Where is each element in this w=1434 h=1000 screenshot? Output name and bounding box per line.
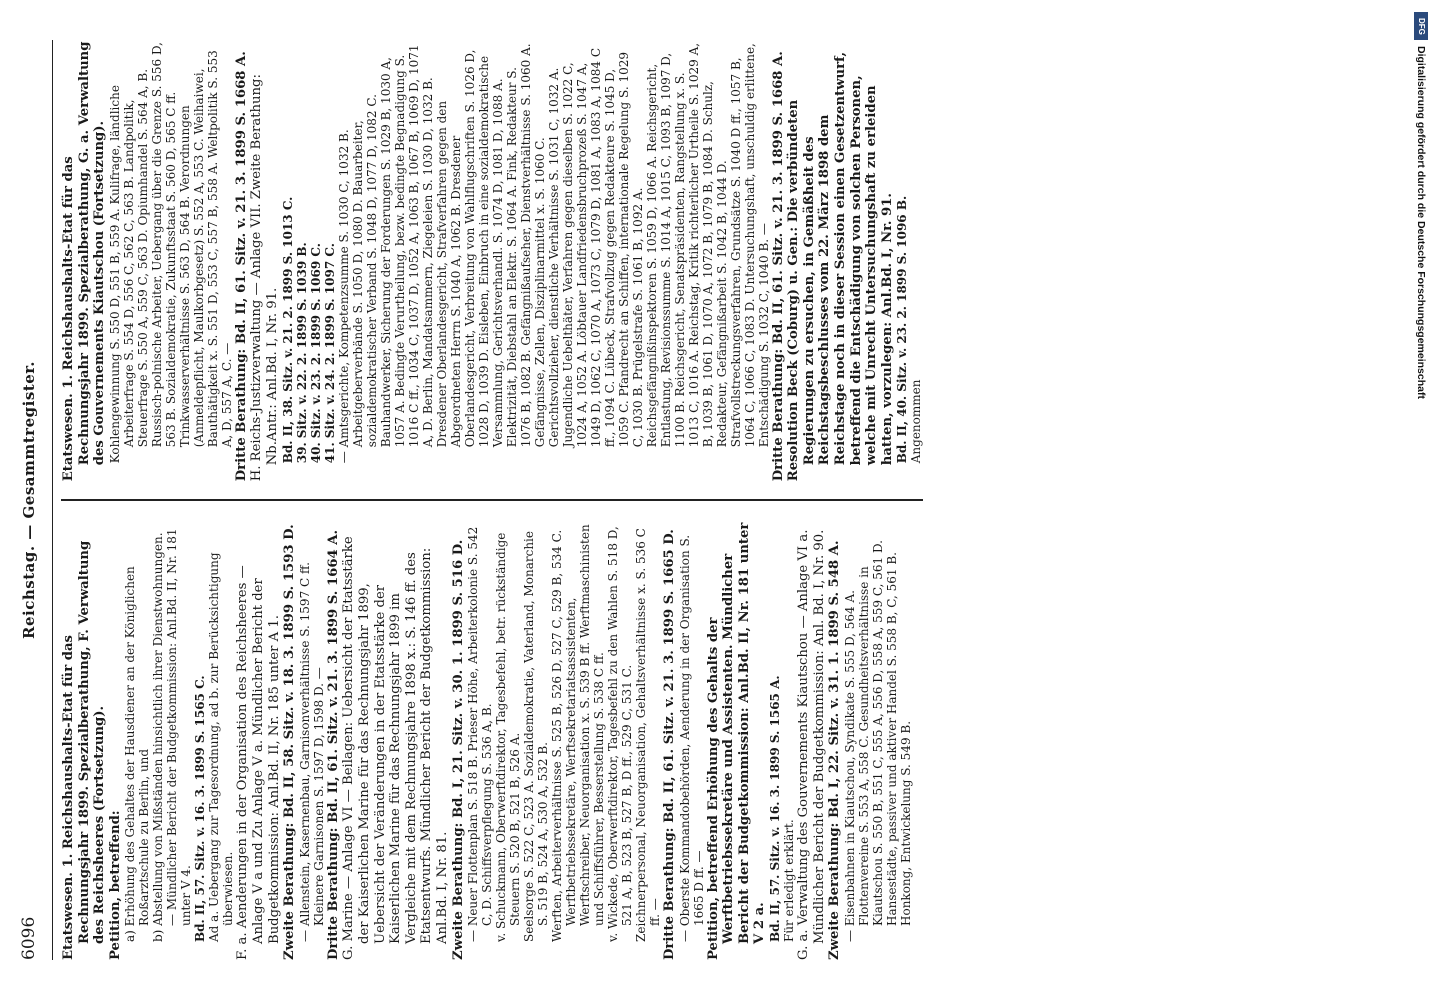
dfg-credit-text: Digitalisierung gefördert durch die Deutsche Forschungsgemeinschaft xyxy=(1415,46,1427,399)
register-entry: Zweite Berathung: Bd. I, 21. Sitz. v. 30. 1. 1899 S. 516 D. xyxy=(450,539,466,960)
register-entry: Resolution Beck (Coburg) u. Gen.: Die verbündeten Regierungen zu ersuchen, in Gemäßheit des Reichstagsbeschlusses vom 22. März 1898 dem Reichstage noch in dieser Session einen Gesetzentwurf, betreffend die Entschädigung von solchen Personen, welche mit Unrecht Untersuchungshaft zu erleiden hatten, vorzulegen: Anl.Bd. I, Nr. 91. xyxy=(786,51,895,482)
register-entry: 39. Sitz. v. 22. 2. 1899 S. 1039 B. xyxy=(294,242,309,464)
register-entry: H. Reichs-Justizverwaltung — Anlage VII. Zweite Berathung: Nb.Antr.: Anl.Bd. I, Nr. 91. xyxy=(249,74,280,482)
register-entry: Angenommen xyxy=(909,379,924,464)
register-entry: Zweite Berathung: Bd. I, 22. Sitz. v. 31. 1. 1899 S. 548 A. xyxy=(827,540,843,960)
register-entry: b) Abstellung von Mißständen hinsichtlich ihrer Dienstwohnungen. — Mündlicher Bericht der Budgetkommission: Anl.Bd. II, Nr. 181 unter V 4. xyxy=(151,528,194,942)
register-entry: Etatswesen. 1. Reichshaushalts-Etat für das Rechnungsjahr 1899. Spezialberathung, G. a. Verwaltung des Gouvernements Kiautschou (Fortsetzung). xyxy=(61,41,108,482)
register-entry: — Allenstein, Kasernenbau, Garnisonverhältnisse S. 1597 C ff. Kleinere Garnisonen S. 1597 D, 1598 D. — xyxy=(297,562,326,942)
register-entry: Dritte Berathung: Bd. II, 61. Sitz. v. 21. 3. 1899 S. 1665 D. xyxy=(662,529,678,960)
header-rule xyxy=(52,40,53,960)
register-entry: F. a. Aenderungen in der Organisation des Reichsheeres — Anlage V a und Zu Anlage V a. Mündlicher Bericht der Budgetkommission: Anl.Bd. II, Nr. 185 unter A 1. xyxy=(235,565,282,960)
register-entry: Bd. II, 57. Sitz. v. 16. 3. 1899 S. 1565 A. xyxy=(768,675,783,942)
register-entry: — Neuer Flottenplan S. 518 B. Prieser Höhe, Arbeiterkolonie S. 542 C, D. Schiffsverpflegung S. 536 A, B. xyxy=(466,526,495,942)
register-entry: Kohlengewinnung S. 550 D, 551 B, 559 A. Kulifrage, ländliche Arbeiterfrage S. 554 D, 556 C, 562 C, 563 B. Landpolitik, Steuerfrage S. 550 A, 559 C, 563 D. Opiumhandel S. 564 A, B. Russisch-polnische Arbeiter, Uebergang über die Grenze S. 556 D, 563 B. Sozialdemokratie, Zukunftsstaat S. 560 D, 565 C ff. Trinkwasserverhältnisse S. 563 D, 564 B. Verordnungen (Anmeldepflicht, Maulkorbgesetz) S. 552 A, 553 C. Weihaiwei, Bauthätigkeit x. S. 551 D, 553 C, 557 B, 558 A. Weltpolitik S. 553 A, D, 557 A, C. — xyxy=(107,42,234,464)
register-entry: a) Erhöhung des Gehaltes der Hausdiener an der Königlichen Roßarztschule zu Berlin, und xyxy=(123,566,152,942)
register-entry: Dritte Berathung: Bd. II, 61. Sitz. v. 21. 3. 1899 S. 1664 A. xyxy=(325,529,341,960)
register-entry: — Oberste Kommandobehörden, Aenderung in der Organisation S. 1665 D ff. — xyxy=(677,534,706,942)
register-entry: Zweite Berathung: Bd. II, 58. Sitz. v. 18. 3. 1899 S. 1593 D. xyxy=(282,524,298,960)
dfg-logo: DFG xyxy=(1414,12,1428,40)
dfg-watermark xyxy=(1414,12,1428,988)
page-number: 6096 xyxy=(19,916,39,960)
register-entry: G. a. Verwaltung des Gouvernements Kiautschou — Anlage VI a. Mündlicher Bericht der Budgetkommission: Anl. Bd. I, Nr. 90. xyxy=(796,529,827,960)
register-entry: Bd. II, 40. Sitz. v. 23. 2. 1899 S. 1096 B. xyxy=(895,195,910,464)
page-header xyxy=(19,40,46,960)
register-entry: Bd. II, 38. Sitz. v. 21. 2. 1899 S. 1013 C. xyxy=(280,196,295,464)
register-entry: — Amtsgerichte, Kompetenzsumme S. 1030 C, 1032 B. Arbeitgeberverbände S. 1050 D, 1080 D. Bauarbeiter, sozialdemokratischer Verband S. 1048 D, 1077 D, 1082 C. Bauhandwerker, Sicherung der Forderungen S. 1029 B, 1030 A, 1057 A. Bedingte Verurtheilung, bezw. bedingte Begnadigung S. 1016 C ff., 1034 C, 1037 D, 1052 A, 1063 B, 1067 B, 1069 D, 1071 A, D. Berlin, Mandatsammern, Ziegeleien S. 1030 D, 1032 B. Dresdener Oberlandesgericht, Strafverfahren gegen den Abgeordneten Herrn S. 1040 A, 1062 B. Dresdener Oberlandesgericht, Verbreitung von Wahlflugschriften S. 1026 D, 1028 D, 1039 D. Eisleben, Einbruch in eine sozialdemokratische Versammlung, Gerichtsverhandl. S. 1074 D, 1081 D, 1088 A. Elektrizität, Diebstahl an Elektr. S. 1064 A. Fink, Redakteur S. 1076 B, 1082 B. Gefängnißaufseher, Dienstverhältnisse S. 1060 A. Gefängnisse, Zellen, Disziplinarmittel x. S. 1060 C. Gerichtsvollzieher, dienstliche Verhältnisse S. 1031 C, 1032 A. Jugendliche Uebelthäter, Verfahren gegen dieselben S. 1022 C, 1024 A, 1052 A. Löbtauer Landfriedensbruchprozeß S. 1047 A, 1049 D, 1062 C, 1070 A, 1073 C, 1079 D, 1081 A, 1083 A, 1084 C ff., 1094 C. Lübeck, Strafvollzug gegen Redakteure S. 1045 D, 1059 C. Pfandrecht an Schiffen, internationale Regelung S. 1029 C, 1030 B. Prügelstrafe S. 1061 B, 1092 A. Reichsgefängnißinspektoren S. 1059 D, 1066 A. Reichsgericht, Entlastung, Revisionssumme S. 1014 A, 1015 C, 1093 B, 1097 D, 1100 B. Reichsgericht, Senatspräsidenten, Rangstellung x. S. 1013 C, 1016 A. Reichstag, Kritik richterlicher Urtheile S. 1029 A, B, 1039 B, 1061 D, 1070 A, 1072 B, 1079 B, 1084 D. Schulz, Redakteur, Gefängnißarbeit S. 1042 B, 1044 D. Strafvollstreckungsverfahren, Grundsätze S. 1040 D ff., 1057 B, 1064 C, 1066 C, 1083 D. Untersuchungshaft, unschuldig erlittene, Entschädigung S. 1032 C, 1040 B. — xyxy=(336,42,771,464)
register-entry: G. Marine — Anlage VI — Beilagen: Uebersicht der Etatsstärke der Kaiserlichen Marine für das Rechnungsjahr 1899, Uebersicht der Veränderungen in der Etatsstärke der Kaiserlichen Marine für das Rechnungsjahr 1899 im Vergleiche mit dem Rechnungsjahre 1898 x.: S. 146 ff. des Etatsentwurfs. Mündlicher Bericht der Budgetkommission: Anl.Bd. I, Nr. 81. xyxy=(341,536,450,960)
register-entry: v. Wickede, Oberwerftdirektor, Tagesbefehl zu den Wahlen S. 518 D, 521 A, B, 523 B, 527 B, D ff., 529 C, 531 C. xyxy=(606,526,635,942)
register-entry: 40. Sitz. v. 23. 2. 1899 S. 1069 C. xyxy=(308,243,323,464)
register-entry: Werften, Arbeiterverhältnisse S. 525 B, 526 D, 527 C, 529 B, 534 C. Werftbetriebssekretäre, Werftsekretariatsassistenten, Werftschreiber, Neuorganisation x. S. 539 B ff. Werftmaschinisten und Schiffsführer, Besserstellung S. 538 C ff. xyxy=(550,524,607,942)
register-entry: Petition, betreffend Erhöhung des Gehalts der Werftbetriebssekretäre und Assistenten. Mündlicher Bericht der Budgetkommission: Anl.Bd. II, Nr. 181 unter V 2 a. xyxy=(705,522,768,960)
column-divider xyxy=(61,499,923,501)
register-entry: v. Schuckmann, Oberwerftdirektor, Tagesbefehl, betr. rückständige Steuern S. 520 B, 521 B, 526 A. xyxy=(494,532,523,942)
right-column xyxy=(61,40,923,481)
register-entry: Etatswesen. 1. Reichshaushalts-Etat für das Rechnungsjahr 1899. Spezialberathung, F. Verwaltung des Reichsheeres (Fortsetzung). xyxy=(61,540,108,960)
register-entry: Dritte Berathung: Bd. II, 61. Sitz. v. 21. 3. 1899 S. 1668 A. xyxy=(770,51,786,482)
running-title: Reichstag. — Gesammtregister. xyxy=(20,361,38,639)
two-column-body xyxy=(61,40,923,960)
register-entry: — Eisenbahnen in Kiautschou, Syndikate S. 555 D, 564 A. Flottenvereine S. 553 A, 558 C. Gesundheitsverhältnisse in Kiautschou S. 550 B, 551 C, 555 A, 556 D, 558 A, 559 C, 561 D. Hansestädte, passiver und aktiver Handel S. 558 B, C, 561 B. Honkong, Entwickelung S. 549 B. xyxy=(842,540,913,942)
register-entry: Für erledigt erklärt. xyxy=(782,819,797,942)
register-entry: Dritte Berathung: Bd. II, 61. Sitz. v. 21. 3. 1899 S. 1668 A. xyxy=(233,51,249,482)
register-entry: Petition, betreffend: xyxy=(107,810,123,960)
left-column xyxy=(61,519,923,960)
register-entry: 41. Sitz. v. 24. 2. 1899 S. 1097 C. xyxy=(322,243,337,464)
register-entry: Bd. II, 57. Sitz. v. 16. 3. 1899 S. 1565 C. xyxy=(193,675,208,942)
register-entry: Ad a. Uebergang zur Tagesordnung, ad b. zur Berücksichtigung überwiesen. xyxy=(207,552,236,942)
register-entry: Seelsorge S. 522 C, 523 A. Sozialdemokratie, Vaterland, Monarchie S. 519 B, 524 A, 530 A, 532 B. xyxy=(522,531,551,942)
register-entry: Zeichnerpersonal, Neuorganisation, Gehaltsverhältnisse x. S. 536 C ff. — xyxy=(634,528,663,942)
